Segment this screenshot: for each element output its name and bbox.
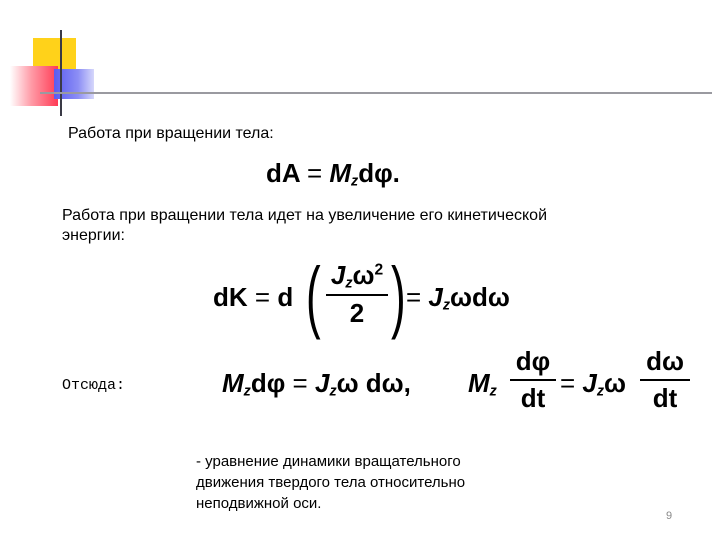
eq3-frac2-num: dω [646, 346, 684, 376]
logo-red-square [10, 66, 58, 106]
eq1-equals: = [306, 158, 323, 188]
eq2-J-sub: z [442, 297, 451, 314]
eq1-lhs: dA [266, 158, 300, 188]
eq3-omega2: ω [604, 368, 627, 398]
eq3-equals: = [292, 368, 308, 398]
note-line-3: неподвижной оси. [196, 495, 322, 512]
eq2-num-J: J [330, 260, 346, 290]
eq2-tail: ωdω [450, 282, 510, 312]
eq3-M: M [222, 368, 244, 398]
eq2-d: d [277, 282, 294, 312]
eq2-lhs: dK [213, 282, 248, 312]
equation-work [266, 158, 400, 190]
eq3-J2: J [582, 368, 597, 398]
eq2-fraction [326, 260, 388, 329]
eq3-equals-2: = [560, 368, 576, 398]
eq3-J2-sub: z [596, 383, 605, 400]
eq2-J: J [428, 282, 443, 312]
eq2-num-sub: z [345, 275, 353, 292]
eq3-J-sub: z [329, 383, 337, 400]
eq3-M-sub: z [243, 383, 251, 400]
eq2-den: 2 [349, 297, 365, 328]
eq1-torque: M [329, 158, 352, 188]
eq3-M2: M [468, 368, 490, 398]
page-number: 9 [666, 510, 673, 522]
eq2-right-paren: ) [391, 251, 406, 340]
eq3-omega-domega: ω dω, [336, 368, 411, 398]
eq2-num-sup: 2 [374, 261, 384, 279]
eq3-M2-sub: z [489, 383, 497, 400]
eq2-fraction-bar [326, 294, 388, 296]
eq3-frac1-bar [510, 379, 556, 381]
eq2-num-omega: ω [352, 260, 375, 290]
eq1-dphi: dφ. [358, 158, 400, 188]
eq3-fraction-1 [510, 346, 556, 414]
note-line-2: движения твердого тела относительно [196, 474, 466, 491]
eq3-frac1-num: dφ [515, 346, 551, 376]
note-line-1: - уравнение динамики вращательного [196, 453, 461, 470]
eq2-left-paren: ( [306, 251, 321, 340]
eq3-J: J [314, 368, 330, 398]
paragraph-line-2: энергии: [62, 227, 125, 244]
eq3-frac1-den: dt [520, 383, 546, 413]
consequence-label: Отсюда: [62, 377, 126, 394]
eq2-equals-2: = [406, 282, 422, 312]
paragraph-line-1: Работа при вращении тела идет на увеличение его кинетической [62, 207, 548, 224]
eq3-frac2-bar [640, 379, 690, 381]
logo-vertical-line [60, 30, 62, 116]
eq3-fraction-2 [640, 346, 690, 414]
eq3-frac2-den: dt [652, 383, 678, 413]
eq2-equals: = [254, 282, 271, 312]
slide-heading: Работа при вращении тела: [68, 125, 274, 142]
eq3-dphi: dφ [250, 368, 286, 398]
eq1-torque-sub: z [351, 173, 359, 190]
header-divider-line [40, 92, 712, 94]
